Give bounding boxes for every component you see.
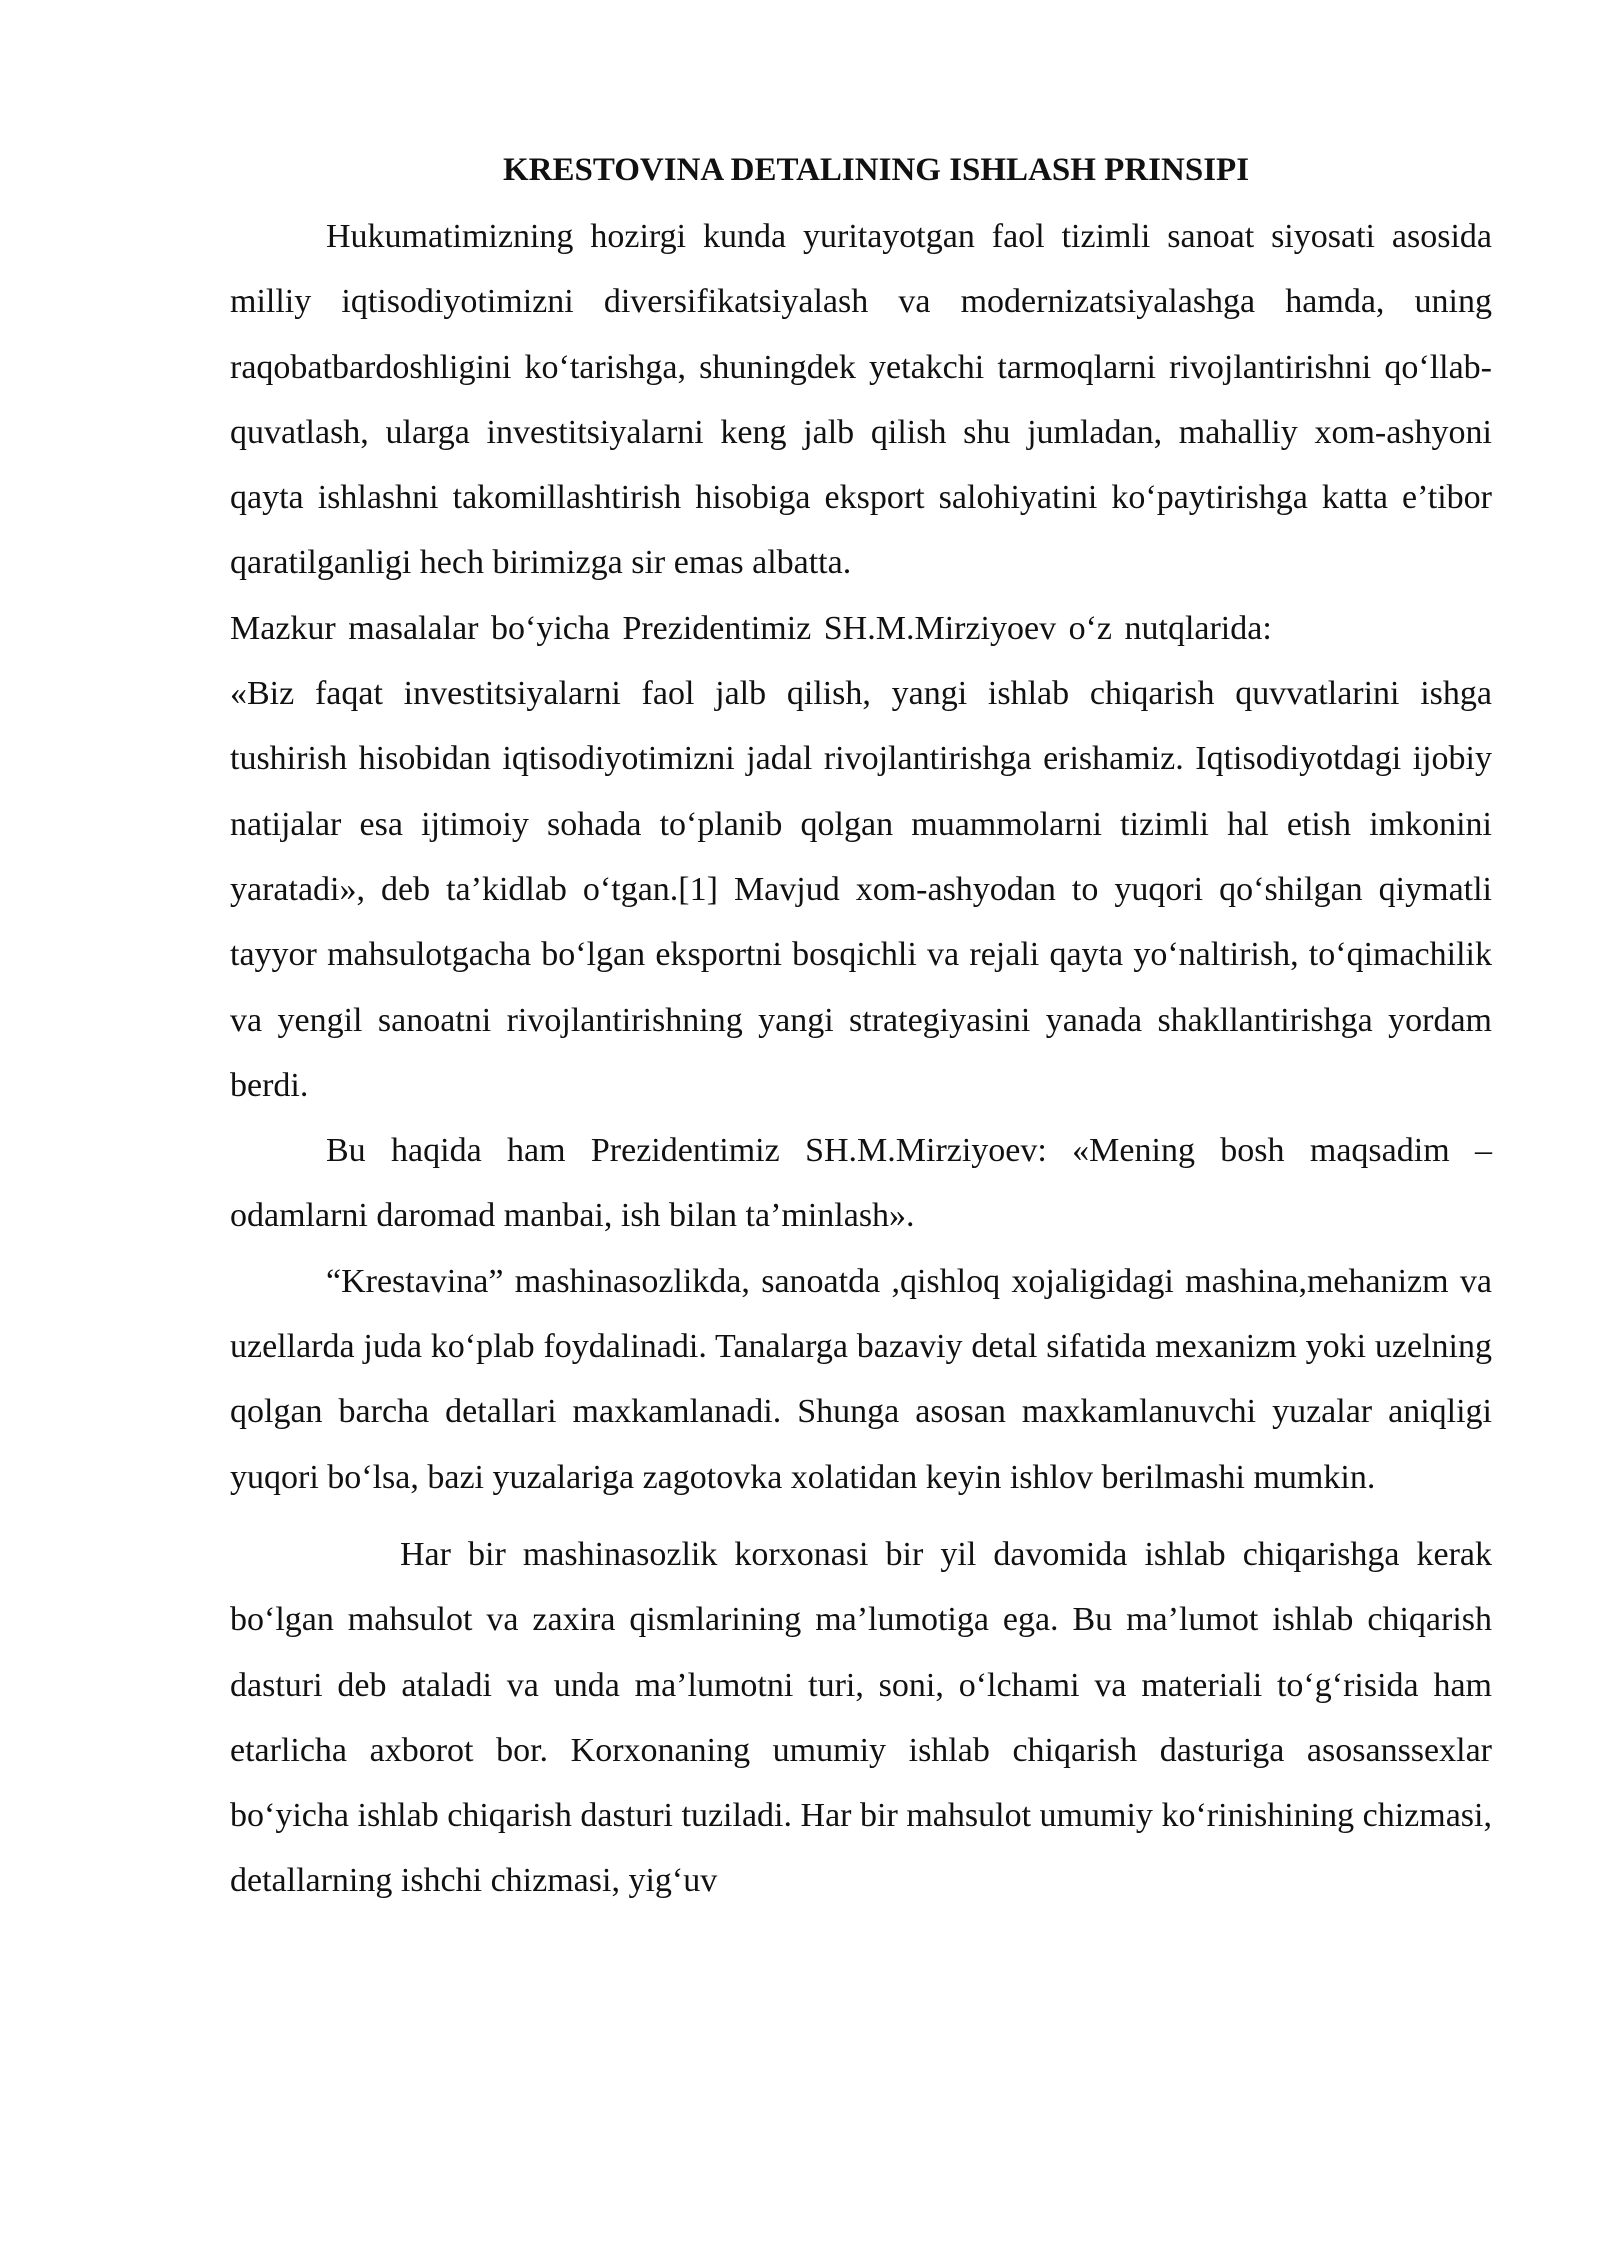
paragraph-2: Mazkur masalalar bo‘yicha Prezidentimiz SH.M.Mirziyoev o‘z nutqlarida: xyxy=(230,609,1272,647)
document-page xyxy=(230,150,1492,1914)
paragraph-4: Bu haqida ham Prezidentimiz SH.M.Mirziyoev: «Mening bosh maqsadim – odamlarni daromad manbai, ish bilan ta’minlash». xyxy=(230,1132,1492,1235)
paragraph-3: «Biz faqat investitsiyalarni faol jalb qilish, yangi ishlab chiqarish quvvatlarini ishga tushirish hisobidan iqtisodiyotimizni jadal rivojlantirishga erishamiz. Iqtisodiyotdagi ijobiy natijalar esa ijtimoiy sohada to‘planib qolgan muammolarni tizimli hal etish imkonini yaratadi», deb ta’kidlab o‘tgan.[1] Mavjud xom-ashyodan to yuqori qo‘shilgan qiymatli tayyor mahsulotgacha bo‘lgan eksportni bosqichli va rejali qayta yo‘naltirish, to‘qimachilik va yengil sanoatni rivojlantirishning yangi strategiyasini yanada shakllantirishga yordam berdi. xyxy=(230,675,1492,1104)
paragraph-1: Hukumatimizning hozirgi kunda yuritayotgan faol tizimli sanoat siyosati asosida milliy iqtisodiyotimizni diversifikatsiyalash va modernizatsiyalashga hamda, uning raqobatbardoshligini ko‘tarishga, shuningdek yetakchi tarmoqlarni rivojlantirishni qo‘llab-quvatlash, ularga investitsiyalarni keng jalb qilish shu jumladan, mahalliy xom-ashyoni qayta ishlashni takomillashtirish hisobiga eksport salohiyatini ko‘paytirishga katta e’tibor qaratilganligi hech birimizga sir emas albatta. xyxy=(230,218,1492,582)
paragraph-6: Har bir mashinasozlik korxonasi bir yil davomida ishlab chiqarishga kerak bo‘lgan mahsulot va zaxira qismlarining ma’lumotiga ega. Bu ma’lumot ishlab chiqarish dasturi deb ataladi va unda ma’lumotni turi, soni, o‘lchami va materiali to‘g‘risida ham etarlicha axborot bor. Korxonaning umumiy ishlab chiqarish dasturiga asosanssexlar bo‘yicha ishlab chiqarish dasturi tuziladi. Har bir mahsulot umumiy ko‘rinishining chizmasi, detallarning ishchi chizmasi, yig‘uv xyxy=(230,1535,1492,1900)
paragraph-5: “Krestavina” mashinasozlikda, sanoatda ,qishloq xojaligidagi mashina,mehanizm va uzellarda juda ko‘plab foydalinadi. Tanalarga bazaviy detal sifatida mexanizm yoki uzelning qolgan barcha detallari maxkamlanadi. Shunga asosan maxkamlanuvchi yuzalar aniqligi yuqori bo‘lsa, bazi yuzalariga zagotovka xolatidan keyin ishlov berilmashi mumkin. xyxy=(230,1262,1492,1496)
document-title: KRESTOVINA DETALINING ISHLASH PRINSIPI xyxy=(502,152,1250,188)
